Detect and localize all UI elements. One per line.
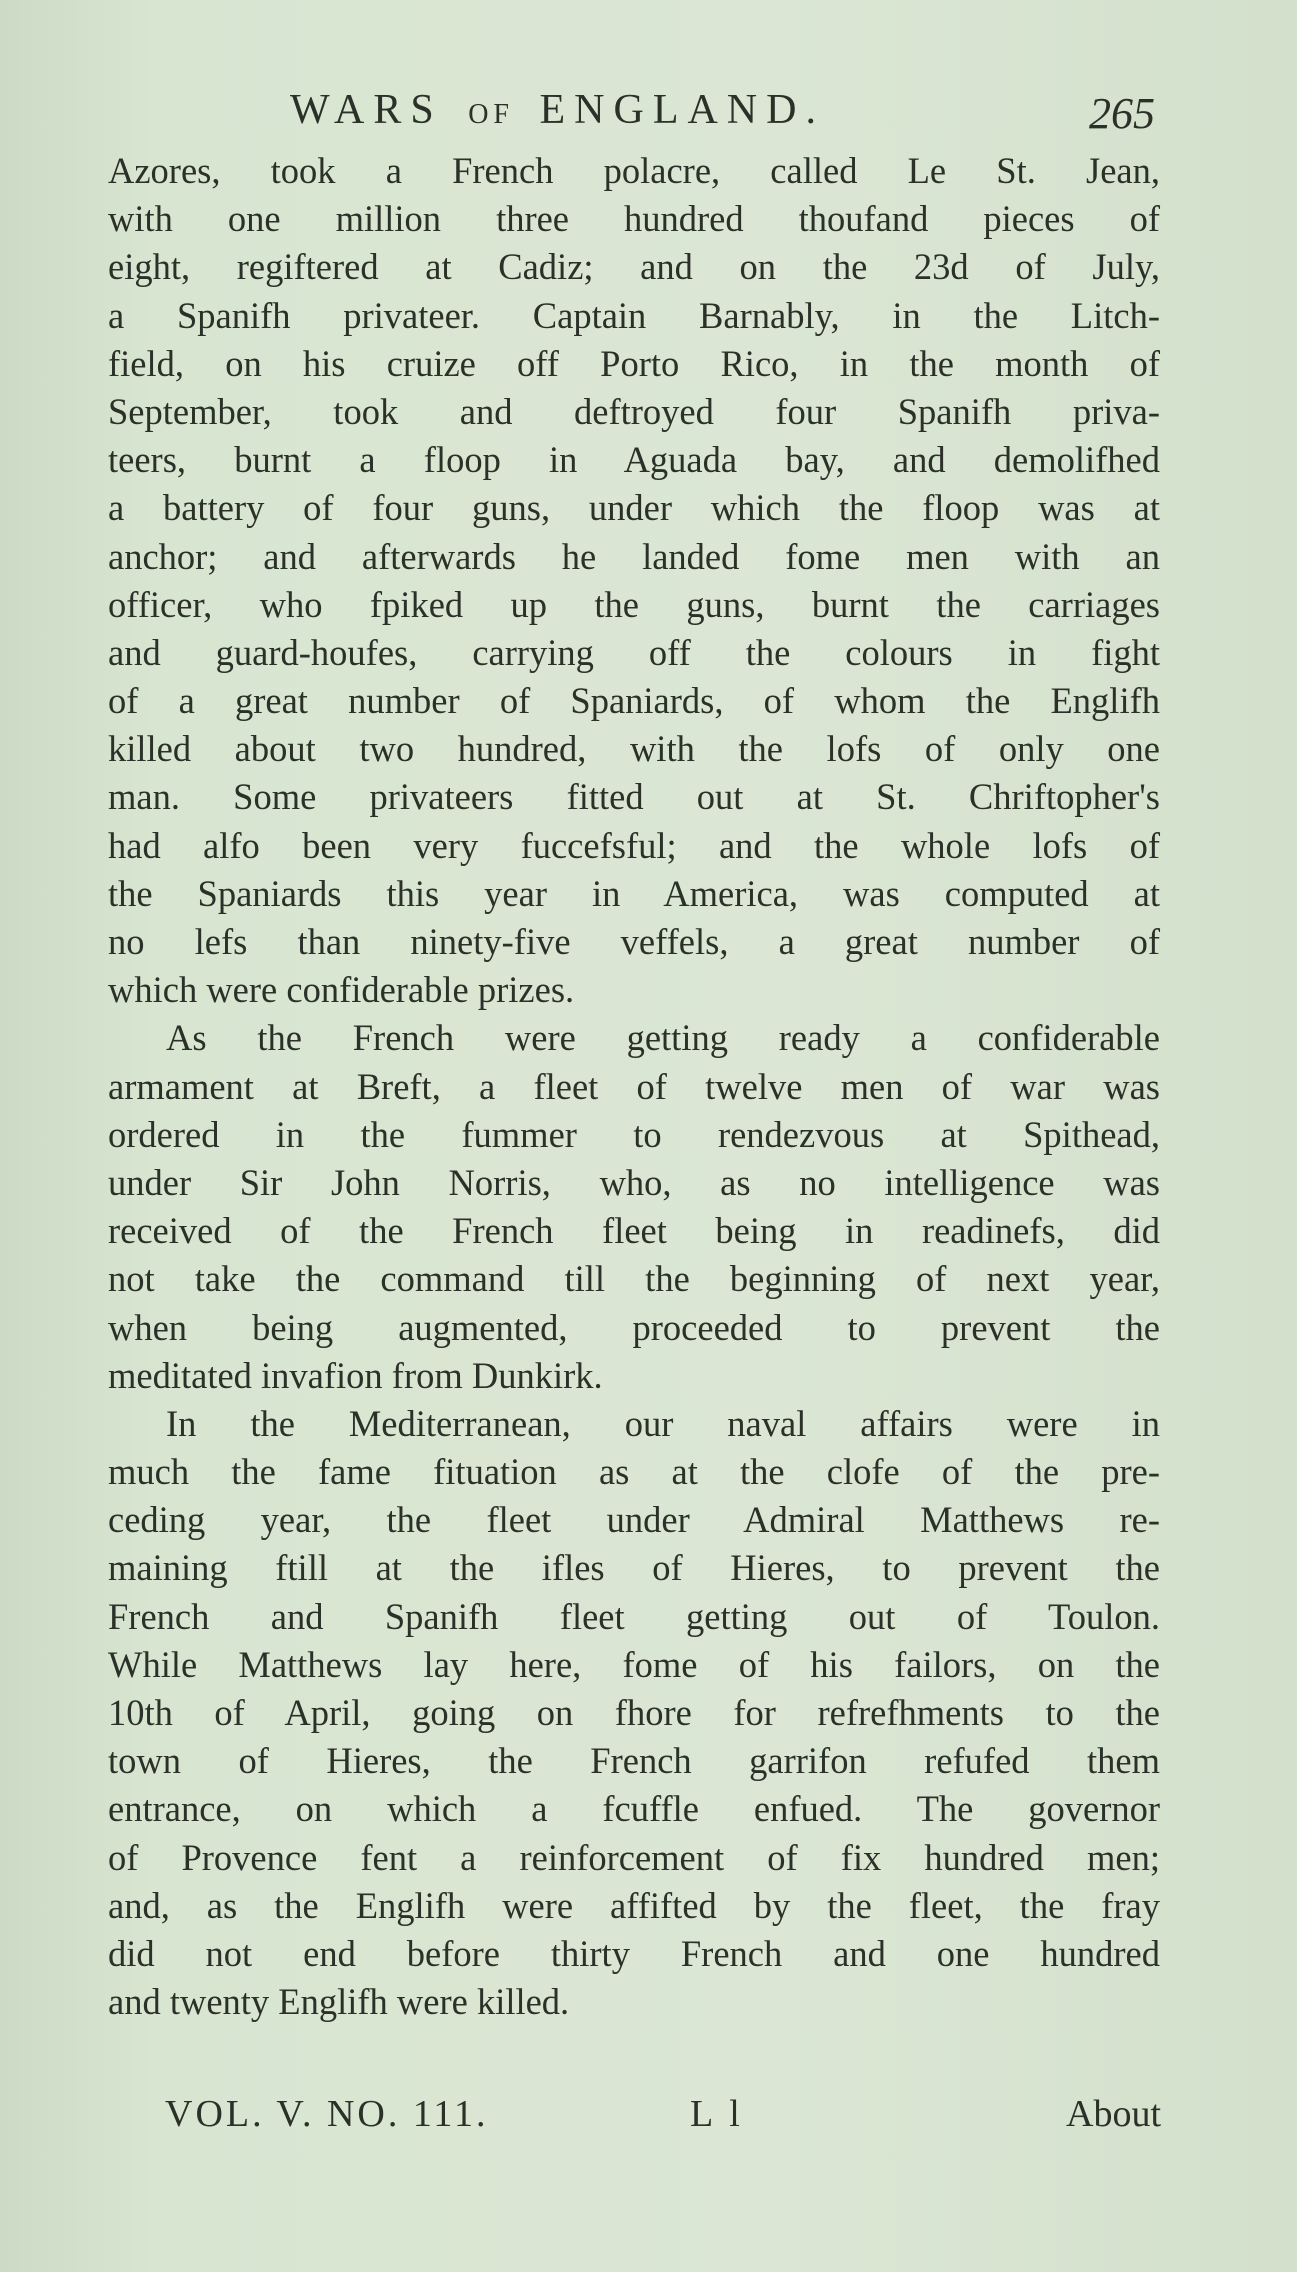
running-title-england: ENGLAND. [539, 87, 825, 133]
signature-mark: L l [690, 2093, 744, 2135]
running-title-wars: WARS [290, 87, 443, 133]
running-title [290, 86, 825, 134]
text-line: and guard-houfes, carrying off the colours in fight [108, 631, 1160, 673]
text-line: of a great number of Spaniards, of whom the Englifh [108, 680, 1160, 722]
text-line: and, as the Englifh were affifted by the fleet, the fray [108, 1884, 1160, 1926]
text-line: ordered in the fummer to rendezvous at Spithead, [108, 1113, 1160, 1155]
text-line: ceding year, the fleet under Admiral Matthews re- [108, 1499, 1160, 1541]
text-line: received of the French fleet being in readinefs, did [108, 1210, 1160, 1252]
text-line: armament at Breft, a fleet of twelve men of war was [108, 1065, 1160, 1107]
text-line: field, on his cruize off Porto Rico, in the month of [108, 342, 1160, 384]
catchword: About [1066, 2093, 1161, 2135]
text-line: not take the command till the beginning of next year, [108, 1258, 1160, 1300]
text-line: a Spanifh privateer. Captain Barnably, in the Litch- [108, 294, 1160, 336]
text-line: a battery of four guns, under which the floop was at [108, 487, 1160, 529]
text-line: Azores, took a French polacre, called Le St. Jean, [108, 150, 1160, 191]
text-line: the Spaniards this year in America, was computed at [108, 872, 1160, 914]
text-line: of Provence fent a reinforcement of fix hundred men; [108, 1836, 1160, 1878]
text-line: with one million three hundred thoufand pieces of [108, 198, 1160, 240]
text-line: under Sir John Norris, who, as no intelligence was [108, 1161, 1160, 1203]
text-line: officer, who fpiked up the guns, burnt the carriages [108, 583, 1160, 625]
text-line: teers, burnt a floop in Aguada bay, and demolifhed [108, 439, 1160, 481]
text-line: much the fame fituation as at the clofe of the pre- [108, 1451, 1160, 1493]
paragraph-end-line: which were confiderable prizes. [108, 969, 575, 1011]
text-line: had alfo been very fuccefsful; and the whole lofs of [108, 824, 1160, 866]
paragraph-start-line: As the French were getting ready a confiderable [166, 1017, 1160, 1059]
text-line: man. Some privateers fitted out at St. Chriftopher's [108, 776, 1160, 818]
text-line: town of Hieres, the French garrifon refufed them [108, 1740, 1160, 1782]
text-line: French and Spanifh fleet getting out of Toulon. [108, 1595, 1160, 1637]
page-number: 265 [1089, 89, 1155, 138]
body-text [108, 147, 1160, 2026]
text-line: anchor; and afterwards he landed fome men with an [108, 535, 1160, 577]
paragraph-end-line: meditated invafion from Dunkirk. [108, 1354, 603, 1396]
paragraph-end-line: and twenty Englifh were killed. [108, 1981, 570, 2023]
text-line: did not end before thirty French and one hundred [108, 1932, 1160, 1974]
text-line: While Matthews lay here, fome of his failors, on the [108, 1643, 1160, 1685]
text-line: killed about two hundred, with the lofs of only one [108, 728, 1160, 770]
text-line: September, took and deftroyed four Spanifh priva- [108, 390, 1160, 432]
text-line: eight, regiftered at Cadiz; and on the 23d of July, [108, 246, 1160, 288]
text-line: when being augmented, proceeded to prevent the [108, 1306, 1160, 1348]
page-header [0, 86, 1297, 146]
text-line: 10th of April, going on fhore for refrefhments to the [108, 1692, 1160, 1733]
text-line: maining ftill at the ifles of Hieres, to prevent the [108, 1547, 1160, 1589]
text-line: entrance, on which a fcuffle enfued. The governor [108, 1788, 1160, 1830]
page-footer [0, 2092, 1297, 2142]
volume-number: VOL. V. NO. 111. [165, 2093, 489, 2135]
text-line: no lefs than ninety-five veffels, a great number of [108, 921, 1160, 962]
running-title-of: OF [468, 99, 514, 130]
paragraph-start-line: In the Mediterranean, our naval affairs were in [166, 1402, 1160, 1444]
